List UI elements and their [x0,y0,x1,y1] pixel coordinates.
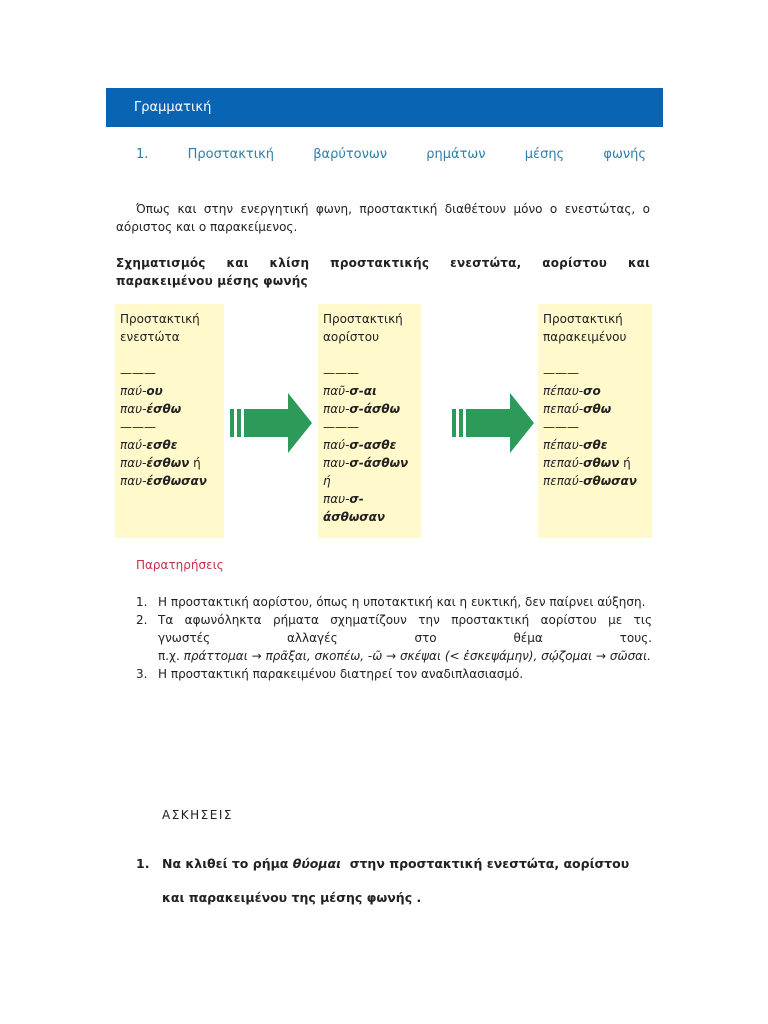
ending: έσθωσαν [146,474,207,488]
conjugation-row [323,472,421,490]
table-heading: Σχηματισμός και κλίση προστακτικής ενεστώτα, αορίστου και παρακειμένου μέσης φωνής [116,256,650,288]
remark-text: Τα αφωνόληκτα ρήματα σχηματίζουν την προστακτική αορίστου με τις [158,613,652,627]
list-item [136,593,652,611]
box-title: Προστακτική [323,312,403,326]
ending: σθε [583,438,608,452]
stem: παυ- [120,474,147,488]
conjugation-row [120,400,224,418]
ending: έσθων [146,456,190,470]
conjugation-rows [323,364,421,526]
list-number: 3. [136,667,148,681]
ending: σο [583,384,601,398]
header-bar [106,88,663,127]
stem: παυ- [120,456,147,470]
intro-paragraph: Όπως και στην ενεργητική φωνη, προστακτική διαθέτουν μόνο ο ενεστώτας, ο αόριστος και ο παρακείμενος. [116,202,650,234]
section-word: Προστακτική [187,147,275,162]
header-title: Γραμματική [134,100,212,115]
stem: ——— [323,420,359,434]
arrow-right-icon [230,393,312,453]
aorist-imperative-box [318,304,421,538]
stem: ——— [120,420,156,434]
stem: πεπαύ- [543,456,584,470]
stem: παυ- [323,492,350,506]
suffix: ή [189,456,201,470]
conjugation-row [120,454,224,472]
stem: πέπαυ- [543,438,584,452]
remark-prefix: π.χ. [158,649,184,663]
remark-example: πράττομαι → πρᾶξαι, σκοπέω, -ῶ → σκέψαι (< ἐσκεψάμην), σῴζομαι → σῶσαι. [183,649,651,663]
stem: ——— [323,366,359,380]
exercise-item [136,856,629,871]
stem: παύ- [120,438,147,452]
remark-text: Η προστακτική αορίστου, όπως η υποτακτική και η ευκτική, δεν παίρνει αύξηση. [158,595,646,609]
conjugation-row [323,400,421,418]
conjugation-row [120,382,224,400]
conjugation-row [323,508,421,526]
stem: ή [323,474,331,488]
section-word: βαρύτονων [313,147,388,162]
ending: σθω [583,402,612,416]
stem: παυ- [323,402,350,416]
box-title: αορίστου [323,330,380,344]
ending: σ-ασθε [349,438,397,452]
conjugation-row [120,364,224,382]
conjugation-row [323,418,421,436]
exercise-text: στην προστακτική ενεστώτα, αορίστου [341,856,630,871]
box-title: παρακειμένου [543,330,627,344]
ending: σ-αι [349,384,377,398]
ending: ου [146,384,163,398]
stem: παῦ- [323,384,350,398]
list-number: 1. [136,595,148,609]
exercise-verb: θύομαι [292,856,342,871]
conjugation-row [323,436,421,454]
section-word: φωνής [603,147,646,162]
perfect-imperative-box [538,304,652,538]
stem: πεπαύ- [543,474,584,488]
box-title: Προστακτική [120,312,200,326]
remarks-list [136,593,652,683]
section-word: ρημάτων [426,147,486,162]
exercise-text-continued: και παρακειμένου της μέσης φωνής . [162,890,422,905]
stem: παυ- [323,456,350,470]
ending: σ- [349,492,364,506]
stem: πεπαύ- [543,402,584,416]
conjugation-row [543,436,652,454]
box-title: Προστακτική [543,312,623,326]
box-title: ενεστώτα [120,330,180,344]
conjugation-row [543,454,652,472]
ending: σ-άσθων [349,456,409,470]
conjugation-row [543,418,652,436]
ending: σ-άσθω [349,402,401,416]
ending: σθωσαν [583,474,637,488]
conjugation-rows [120,364,224,490]
conjugation-row [323,490,421,508]
list-item [136,665,652,683]
section-title [136,147,646,162]
exercise-number: 1. [136,856,150,871]
exercises-title: ΑΣΚΗΣΕΙΣ [162,808,233,822]
conjugation-row [543,400,652,418]
ending: σθων [583,456,620,470]
list-item [136,611,652,665]
stem: παύ- [120,384,147,398]
remarks-title: Παρατηρήσεις [136,558,224,572]
conjugation-row [120,472,224,490]
ending: εσθε [146,438,178,452]
stem: πέπαυ- [543,384,584,398]
present-imperative-box [115,304,224,538]
list-number: 2. [136,613,148,627]
remark-text: Η προστακτική παρακειμένου διατηρεί τον αναδιπλασιασμό. [158,667,524,681]
conjugation-row [543,364,652,382]
suffix: ή [619,456,631,470]
stem: ——— [543,366,579,380]
ending: έσθω [146,402,182,416]
conjugation-row [323,382,421,400]
stem: ——— [120,366,156,380]
conjugation-row [543,472,652,490]
section-word: μέσης [524,147,565,162]
conjugation-row [323,454,421,472]
exercise-text: Να κλιθεί το ρήμα [162,856,293,871]
conjugation-row [543,382,652,400]
section-number: 1. [136,147,149,162]
conjugation-row [323,364,421,382]
ending: άσθωσαν [323,510,386,524]
conjugation-row [120,436,224,454]
stem: ——— [543,420,579,434]
arrow-right-icon [452,393,534,453]
conjugation-rows [543,364,652,490]
stem: παύ- [323,438,350,452]
conjugation-row [120,418,224,436]
stem: παυ- [120,402,147,416]
remark-text: γνωστές αλλαγές στο θέμα τους. [158,631,652,645]
